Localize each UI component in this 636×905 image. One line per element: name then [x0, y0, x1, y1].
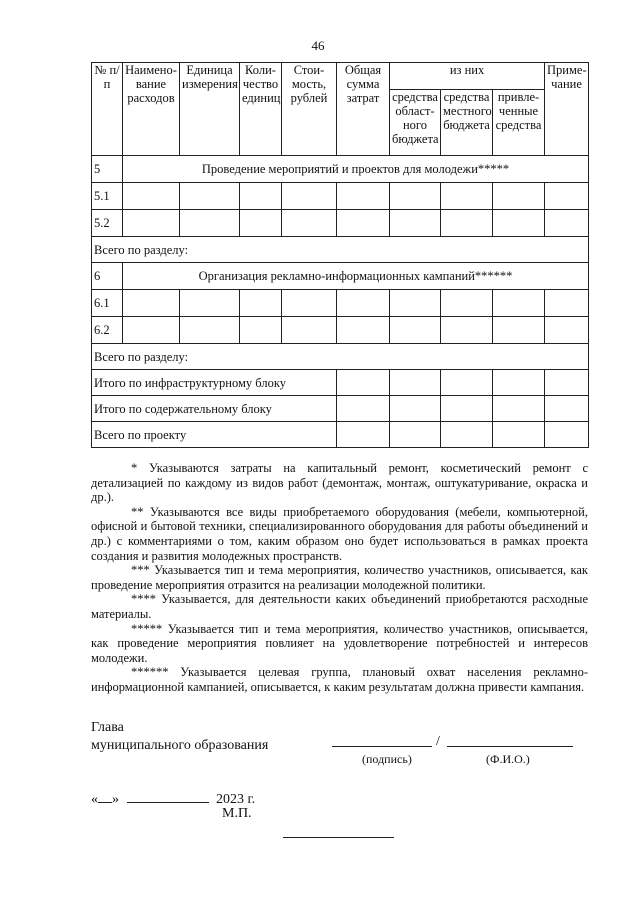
header-cost: Стои-мость, рублей: [282, 63, 337, 156]
signature-line: [332, 746, 432, 747]
footnote: *** Указывается тип и тема мероприятия, количество участников, описывается, как проведение мероприятия отразится на реализации молодежной политики.: [91, 563, 588, 592]
section-row-6: [92, 263, 589, 290]
table-row: [92, 183, 589, 210]
month-blank: [127, 790, 209, 803]
infra-total-row: [92, 370, 589, 396]
header-regional: средства област-ного бюджета: [390, 90, 441, 156]
row-num: 5.1: [92, 183, 123, 210]
signatory-title-line1: Глава: [91, 720, 124, 735]
date-close-quote: »: [112, 792, 119, 807]
table-row: [92, 210, 589, 237]
header-local: средства местного бюджета: [441, 90, 493, 156]
footnote: ** Указываются все виды приобретаемого оборудования (мебели, компьютерной, офисной и бытовой техники, специализированного оборудования для работы объединений и др.) с комментариями о том, каким образом оно будет использоваться в рамках проекта создания и развития молодежных пространств.: [91, 504, 588, 563]
header-num: № п/п: [92, 63, 123, 156]
section-total-row: [92, 237, 589, 263]
bottom-line: [283, 837, 394, 838]
footnote: **** Указывается, для деятельности каких объединений приобретаются расходные материалы.: [91, 592, 588, 621]
signature-slash: /: [436, 734, 440, 749]
section-total-label: Всего по разделу:: [92, 344, 589, 370]
row-num: 6.2: [92, 317, 123, 344]
header-attracted: привле-ченные средства: [493, 90, 545, 156]
signature-caption: (подпись): [362, 752, 412, 766]
section-title: Организация рекламно-информационных кампаний******: [123, 263, 589, 290]
budget-table: [91, 62, 589, 448]
page-number: 46: [311, 38, 325, 53]
date-open-quote: «: [91, 792, 98, 807]
signatory-title-line2: муниципального образования: [91, 738, 269, 753]
project-total-label: Всего по проекту: [92, 422, 337, 448]
name-line: [447, 746, 573, 747]
date-year: 2023 г.: [216, 792, 256, 807]
row-num: 5.2: [92, 210, 123, 237]
header-unit: Единица измерения: [180, 63, 240, 156]
header-note: Приме-чание: [545, 63, 589, 156]
footnote: * Указываются затраты на капитальный ремонт, косметический ремонт с детализацией по каждому из видов работ (демонтаж, монтаж, оштукатуривание, окраска и др.).: [91, 461, 588, 505]
header-total: Общая сумма затрат: [337, 63, 390, 156]
footnote: ***** Указывается тип и тема мероприятия, количество участников, описывается, как проведение мероприятия повлияет на удовлетворение потребностей и интересов молодежи.: [91, 621, 588, 665]
row-num: 6.1: [92, 290, 123, 317]
section-row-5: [92, 156, 589, 183]
header-name: Наимено-вание расходов: [123, 63, 180, 156]
content-total-label: Итого по содержательному блоку: [92, 396, 337, 422]
table-row: [92, 317, 589, 344]
signatory-title: [91, 719, 268, 755]
content-total-row: [92, 396, 589, 422]
day-blank: [98, 790, 112, 803]
stamp-mark: М.П.: [222, 806, 252, 821]
infra-total-label: Итого по инфраструктурному блоку: [92, 370, 337, 396]
footnotes: [91, 461, 588, 695]
project-total-row: [92, 422, 589, 448]
name-caption: (Ф.И.О.): [486, 752, 530, 766]
footnote: ****** Указывается целевая группа, плановый охват населения рекламно-информационной кампанией, описывается, к каким результатам должна привести кампания.: [91, 665, 588, 694]
table-row: [92, 290, 589, 317]
section-total-row: [92, 344, 589, 370]
section-num: 6: [92, 263, 123, 290]
section-total-label: Всего по разделу:: [92, 237, 589, 263]
header-qty: Коли-чество единиц: [240, 63, 282, 156]
section-title: Проведение мероприятий и проектов для молодежи*****: [123, 156, 589, 183]
header-of-which: из них: [390, 63, 545, 90]
section-num: 5: [92, 156, 123, 183]
